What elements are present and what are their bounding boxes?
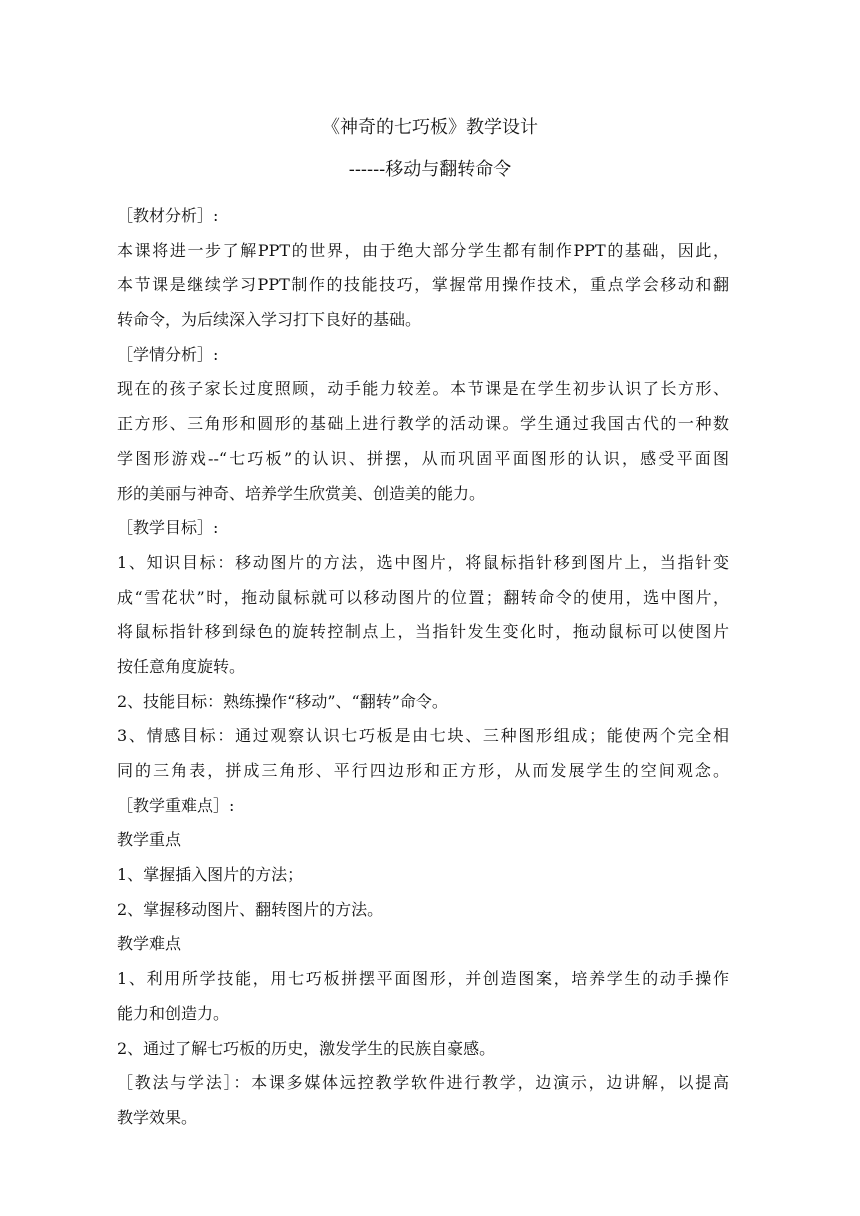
paragraph-line: 正方形、三角形和圆形的基础上进行教学的活动课。学生通过我国古代的一种数 <box>117 414 729 434</box>
section-heading-teaching-goals: ［教学目标］: <box>117 518 219 538</box>
paragraph-line: 1、利用所学技能，用七巧板拼摆平面图形，并创造图案，培养学生的动手操作 <box>117 969 729 989</box>
section-heading-methods: ［教法与学法］：本课多媒体远控教学软件进行教学，边演示，边讲解，以提高 <box>117 1073 729 1093</box>
document-subtitle: ------移动与翻转命令 <box>348 159 512 180</box>
paragraph-line: 按任意角度旋转。 <box>117 656 246 676</box>
section-heading-material-analysis: ［教材分析］: <box>117 206 219 225</box>
paragraph-line: 3、情感目标：通过观察认识七巧板是由七块、三种图形组成；能使两个完全相 <box>117 726 729 746</box>
paragraph-line: 学图形游戏--“七巧板”的认识、拼摆，从而巩固平面图形的认识，感受平面图 <box>117 448 729 468</box>
paragraph-line: 成“雪花状”时，拖动鼠标就可以移动图片的位置；翻转命令的使用，选中图片， <box>117 587 729 607</box>
document-body <box>117 199 729 1136</box>
subheading-key-points: 教学重点 <box>117 830 182 850</box>
section-heading-key-difficult-points: ［教学重难点］: <box>117 795 235 815</box>
paragraph-line: 1、掌握插入图片的方法； <box>117 865 304 885</box>
paragraph-line: 形的美丽与神奇、培养学生欣赏美、创造美的能力。 <box>117 483 486 503</box>
paragraph-line: 现在的孩子家长过度照顾，动手能力较差。本节课是在学生初步认识了长方形、 <box>117 379 729 399</box>
paragraph-line: 将鼠标指针移到绿色的旋转控制点上，当指针发生变化时，拖动鼠标可以使图片 <box>117 622 729 642</box>
paragraph-line: 本课将进一步了解PPT的世界，由于绝大部分学生都有制作PPT的基础，因此， <box>117 240 729 260</box>
section-heading-learner-analysis: ［学情分析］: <box>117 344 219 364</box>
paragraph-line: 1、知识目标：移动图片的方法，选中图片，将鼠标指针移到图片上，当指针变 <box>117 552 729 572</box>
paragraph-line: 2、通过了解七巧板的历史，激发学生的民族自豪感。 <box>117 1038 496 1058</box>
paragraph-line: 能力和创造力。 <box>117 1003 230 1023</box>
document-title: 《神奇的七巧板》教学设计 <box>322 117 538 138</box>
subheading-difficult-points: 教学难点 <box>117 934 182 954</box>
paragraph-line: 2、技能目标：熟练操作“移动”、“翻转”命令。 <box>117 691 448 711</box>
paragraph-line: 2、掌握移动图片、翻转图片的方法。 <box>117 899 384 919</box>
paragraph-line: 同的三角表，拼成三角形、平行四边形和正方形，从而发展学生的空间观念。 <box>117 761 729 780</box>
paragraph-line: 教学效果。 <box>117 1107 198 1127</box>
paragraph-line: 转命令，为后续深入学习打下良好的基础。 <box>117 310 422 330</box>
paragraph-line: 本节课是继续学习PPT制作的技能技巧，掌握常用操作技术，重点学会移动和翻 <box>117 275 729 295</box>
